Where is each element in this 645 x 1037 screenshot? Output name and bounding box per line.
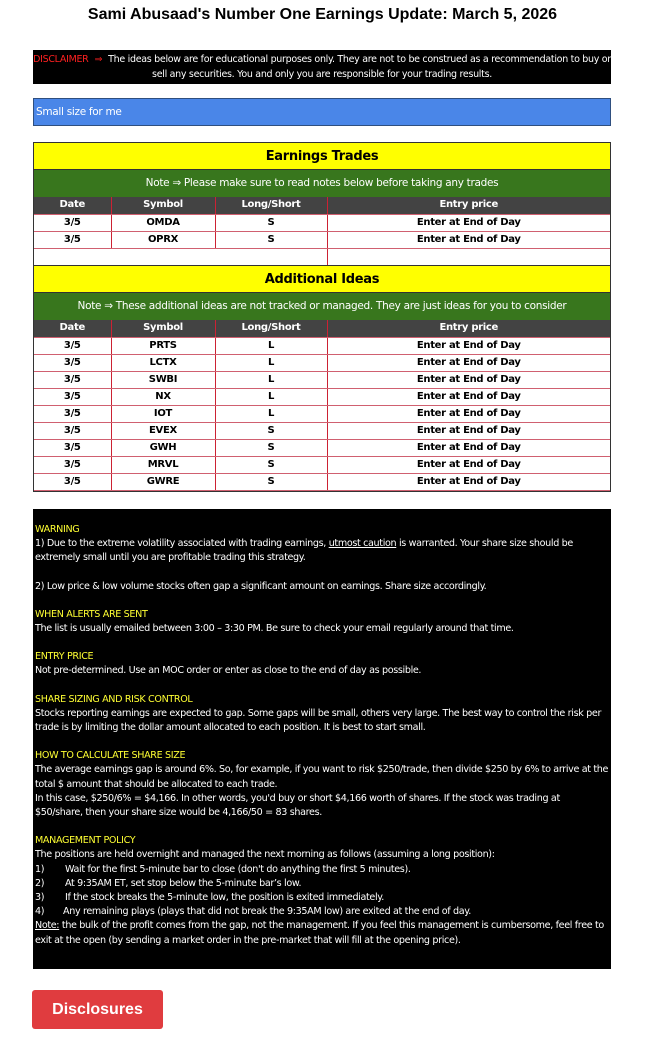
right-arrow-icon: ⇒ [94,54,103,65]
note-text: the bulk of the profit comes from the gap, not the management. If you feel this management is cumbersome, feel free to exit at the open (by sending a market order in the pre-market that will fill at the opening price). [35,920,604,946]
cell-symbol: EVEX [111,422,215,439]
management-note [35,919,609,947]
calc-text-1: The average earnings gap is around 6%. So, for example, if you want to risk $250/trade, then divide $250 by 6% to arrive at the total $ amount that should be allocated to each trade. [35,764,609,790]
cell-long-short: L [215,371,327,388]
cell-symbol: PRTS [111,337,215,354]
cell-entry-price: Enter at End of Day [327,422,610,439]
management-intro: The positions are held overnight and managed the next morning as follows (assuming a long position): [35,849,495,861]
warning-text: is warranted. Your share size should be extremely small until you are profitable trading this strategy. [35,538,573,564]
cell-long-short: S [215,214,327,231]
trading-notes [33,509,611,969]
cell-long-short: S [215,456,327,473]
cell-date: 3/5 [34,214,111,231]
cell-date: 3/5 [34,354,111,371]
table-row [34,371,610,388]
step-number: 3) [35,892,45,904]
cell-long-short: S [215,439,327,456]
entry-price-heading: ENTRY PRICE [35,651,94,663]
cell-symbol: IOT [111,405,215,422]
additional-ideas-note: Note ⇒ These additional ideas are not tracked or managed. They are just ideas for you to consider [34,293,610,320]
column-header-entry-price: Entry price [327,320,610,337]
cell-symbol: GWH [111,439,215,456]
note-label: Note: [35,920,60,932]
cell-date: 3/5 [34,337,111,354]
cell-entry-price: Enter at End of Day [327,371,610,388]
step-number: 4) [35,906,45,918]
cell-date: 3/5 [34,231,111,248]
cell-date: 3/5 [34,371,111,388]
table-row [34,214,610,231]
cell-long-short: L [215,354,327,371]
cell-long-short: S [215,422,327,439]
cell-entry-price: Enter at End of Day [327,439,610,456]
table-row [34,337,610,354]
earnings-trades-title: Earnings Trades [34,143,610,170]
additional-ideas-title: Additional Ideas [34,266,610,293]
alerts-text: The list is usually emailed between 3:00 – 3:30 PM. Be sure to check your email regularly around that time. [35,623,514,635]
cell-symbol: NX [111,388,215,405]
column-header-date: Date [34,197,111,214]
step-text: Any remaining plays (plays that did not break the 9:35AM low) are exited at the end of day. [63,906,471,918]
calc-text-2: In this case, $250/6% = $4,166. In other words, you'd buy or short $4,166 worth of shares. If the stock was trading at $50/share, then your share size would be 4,166/50 = 83 shares. [35,792,560,819]
step-number: 2) [35,877,45,889]
table-row [34,388,610,405]
cell-symbol: LCTX [111,354,215,371]
disclaimer-label: DISCLAIMER [33,54,89,65]
cell-long-short: S [215,231,327,248]
step-text: Wait for the first 5-minute bar to close (don't do anything the first 5 minutes). [65,863,411,875]
warning-heading: WARNING [35,524,80,535]
management-step [35,877,609,891]
entry-price-text: Not pre-determined. Use an MOC order or enter as close to the end of day as possible. [35,665,422,677]
cell-entry-price: Enter at End of Day [327,473,610,490]
table-row [34,473,610,490]
alerts-heading: WHEN ALERTS ARE SENT [35,608,148,620]
table-row [34,422,610,439]
cell-symbol: MRVL [111,456,215,473]
additional-ideas-table [33,265,611,492]
column-header-entry-price: Entry price [327,197,610,214]
step-number: 1) [35,863,45,875]
warning-text: 1) Due to the extreme volatility associated with trading earnings, [35,538,329,550]
table-header-row [34,320,610,337]
share-sizing-text: Stocks reporting earnings are expected to gap. Some gaps will be small, others very large. The best way to control the risk per trade is by limiting the dollar amount allocated to each position. It is best to start small. [35,707,602,734]
cell-entry-price: Enter at End of Day [327,405,610,422]
disclaimer-banner [33,50,611,84]
cell-entry-price: Enter at End of Day [327,231,610,248]
cell-symbol: OPRX [111,231,215,248]
warning-point-2: 2) Low price & low volume stocks often gap a significant amount on earnings. Share size accordingly. [35,580,487,592]
table-row [34,405,610,422]
table-row [34,456,610,473]
column-header-date: Date [34,320,111,337]
utmost-caution-text: utmost caution [328,538,397,550]
column-header-long-short: Long/Short [215,320,327,337]
share-sizing-heading: SHARE SIZING AND RISK CONTROL [35,693,193,705]
cell-date: 3/5 [34,456,111,473]
management-heading: MANAGEMENT POLICY [35,835,136,847]
cell-date: 3/5 [34,388,111,405]
column-header-long-short: Long/Short [215,197,327,214]
cell-symbol: GWRE [111,473,215,490]
cell-date: 3/5 [34,473,111,490]
cell-entry-price: Enter at End of Day [327,337,610,354]
management-step [35,891,609,905]
table-row [34,231,610,248]
cell-date: 3/5 [34,439,111,456]
disclaimer-text: The ideas below are for educational purposes only. They are not to be construed as a recommendation to buy or sell any securities. You and only you are responsible for your trading results. [108,54,611,80]
cell-entry-price: Enter at End of Day [327,456,610,473]
earnings-trades-note: Note ⇒ Please make sure to read notes below before taking any trades [34,170,610,197]
table-row [34,439,610,456]
size-note-bar: Small size for me [33,98,611,126]
warning-point-1 [35,537,609,565]
cell-long-short: S [215,473,327,490]
cell-entry-price: Enter at End of Day [327,214,610,231]
cell-long-short: L [215,388,327,405]
step-text: If the stock breaks the 5-minute low, the position is exited immediately. [65,892,384,904]
cell-date: 3/5 [34,422,111,439]
cell-symbol: SWBI [111,371,215,388]
management-step [35,863,609,877]
cell-entry-price: Enter at End of Day [327,354,610,371]
step-text: At 9:35AM ET, set stop below the 5-minute bar’s low. [65,877,302,889]
management-step [35,905,609,919]
cell-entry-price: Enter at End of Day [327,388,610,405]
cell-long-short: L [215,337,327,354]
earnings-trades-table [33,142,611,273]
disclosures-button[interactable]: Disclosures [32,990,163,1029]
column-header-symbol: Symbol [111,197,215,214]
table-header-row [34,197,610,214]
table-row [34,354,610,371]
cell-date: 3/5 [34,405,111,422]
cell-long-short: L [215,405,327,422]
column-header-symbol: Symbol [111,320,215,337]
cell-symbol: OMDA [111,214,215,231]
calc-heading: HOW TO CALCULATE SHARE SIZE [35,750,186,762]
page-title: Sami Abusaad's Number One Earnings Update: March 5, 2026 [87,6,558,23]
